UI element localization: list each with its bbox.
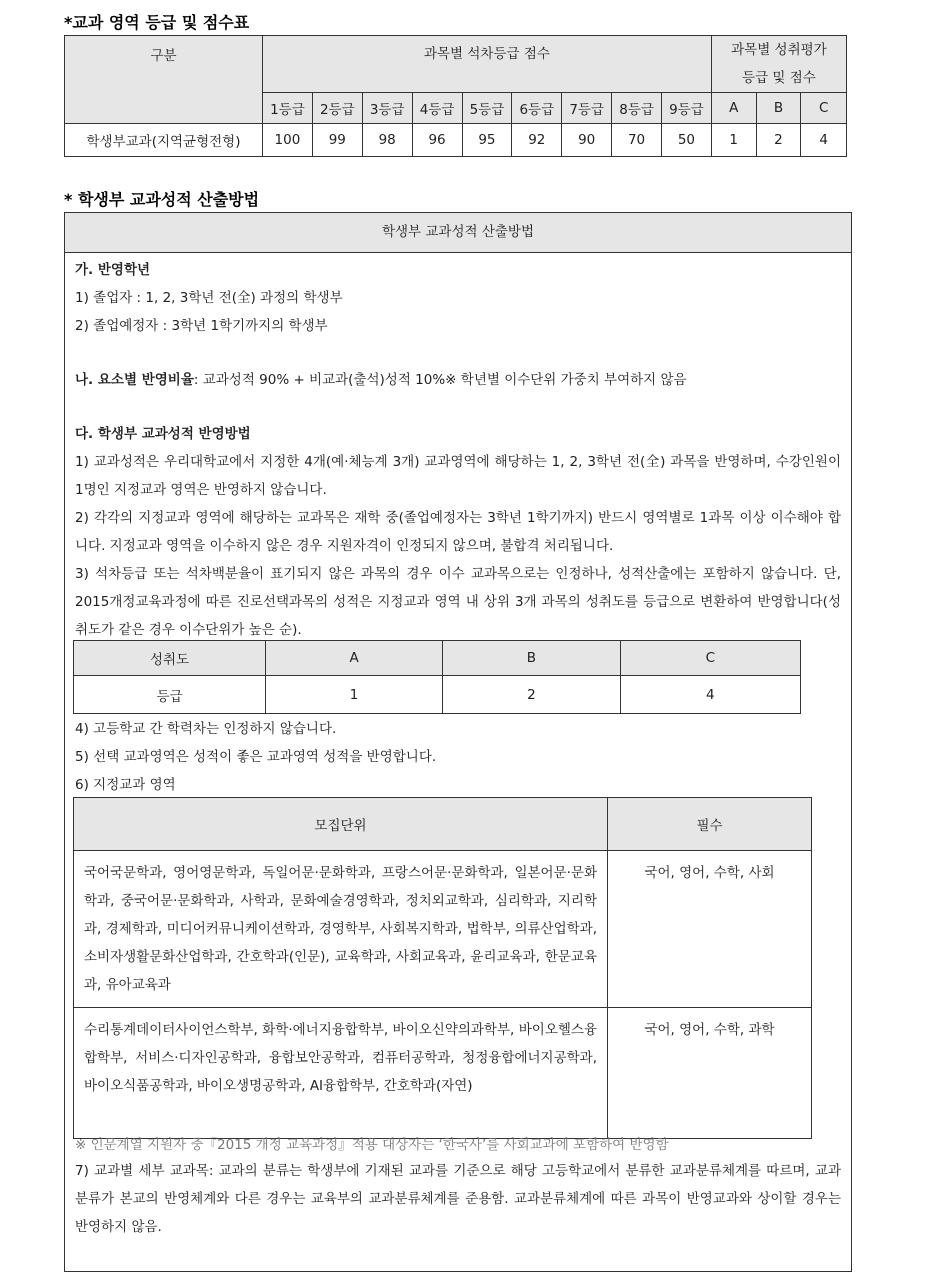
section1-title: *교과 영역 등급 및 점수표 xyxy=(64,13,250,32)
grade-header: 7등급 xyxy=(562,93,612,124)
grade-score: 50 xyxy=(662,124,712,157)
grade-header: 3등급 xyxy=(362,93,412,124)
a2: 2) 졸업예정자 : 3학년 1학기까지의 학생부 xyxy=(75,318,328,334)
ach-h1: A xyxy=(266,641,443,676)
grade-score: 2 xyxy=(756,124,801,157)
grade-header: B xyxy=(756,93,801,124)
grade-header: 4등급 xyxy=(412,93,462,124)
area-req-2: 국어, 영어, 수학, 과학 xyxy=(608,1008,812,1139)
ach-r2: 2 xyxy=(443,676,620,714)
grade-score: 1 xyxy=(711,124,756,157)
area-h1: 필수 xyxy=(608,798,812,851)
grade-header: A xyxy=(711,93,756,124)
area-req-1: 국어, 영어, 수학, 사회 xyxy=(608,851,812,1008)
grade-score: 90 xyxy=(562,124,612,157)
c2: 2) 각각의 지정교과 영역에 해당하는 교과목은 재학 중(졸업예정자는 3학년 1학기까지) 반드시 영역별로 1과목 이상 이수해야 합니다. 지정교과 영역을 이수하지 않은 경우 지원자격이 인정되지 않으며, 불합격 처리됩니다. xyxy=(75,510,841,554)
section2-title: * 학생부 교과성적 산출방법 xyxy=(64,190,260,209)
grade-header: 5등급 xyxy=(462,93,512,124)
method-box xyxy=(64,212,852,1272)
header-achievement: 과목별 성취평가 등급 및 점수 xyxy=(711,36,846,93)
grade-score: 70 xyxy=(612,124,662,157)
method-box-header: 학생부 교과성적 산출방법 xyxy=(65,213,851,253)
ach-r1: 1 xyxy=(266,676,443,714)
grade-score: 100 xyxy=(263,124,313,157)
grade-score: 99 xyxy=(312,124,362,157)
grade-header: 1등급 xyxy=(263,93,313,124)
ach-r3: 4 xyxy=(620,676,800,714)
grade-score: 98 xyxy=(362,124,412,157)
grade-score: 4 xyxy=(801,124,847,157)
c-title: 다. 학생부 교과성적 반영방법 xyxy=(75,426,251,442)
row-label: 학생부교과(지역균형전형) xyxy=(65,124,263,157)
ach-h2: B xyxy=(443,641,620,676)
b-line: 나. 요소별 반영비율: 교과성적 90% + 비교과(출석)성적 10%※ 학년별 이수단위 가중치 부여하지 않음 xyxy=(75,372,687,388)
header-category: 구분 xyxy=(65,36,263,124)
note: ※ 인문계열 지원자 중『2015 개정 교육과정』적용 대상자는 ‘한국사’를 사회교과에 포함하여 반영함 xyxy=(75,1137,669,1153)
grade-score: 95 xyxy=(462,124,512,157)
grade-score: 96 xyxy=(412,124,462,157)
area-units-2: 수리통계데이터사이언스학부, 화학·에너지융합학부, 바이오신약의과학부, 바이오헬스융합학부, 서비스·디자인공학과, 융합보안공학과, 컴퓨터공학과, 청정융합에너지공학과, 바이오식품공학과, 바이오생명공학과, AI융합학부, 간호학과(자연) xyxy=(74,1008,608,1139)
a1: 1) 졸업자 : 1, 2, 3학년 전(全) 과정의 학생부 xyxy=(75,290,343,306)
grade-header: 6등급 xyxy=(512,93,562,124)
c4: 4) 고등학교 간 학력차는 인정하지 않습니다. xyxy=(75,721,337,737)
ach-r0: 등급 xyxy=(74,676,266,714)
grade-score: 92 xyxy=(512,124,562,157)
c6: 6) 지정교과 영역 xyxy=(75,777,176,793)
grade-score-table xyxy=(64,35,847,157)
area-units-1: 국어국문학과, 영어영문학과, 독일어문·문화학과, 프랑스어문·문화학과, 일본어문·문화학과, 중국어문·문화학과, 사학과, 문화예술경영학과, 정치외교학과, 심리학과, 지리학과, 경제학과, 미디어커뮤니케이션학과, 경영학부, 사회복지학과, 법학부, 의류산업학과, 소비자생활문화산업학과, 간호학과(인문), 교육학과, 사회교육과, 윤리교육과, 한문교육과, 유아교육과 xyxy=(74,851,608,1008)
ach-h0: 성취도 xyxy=(74,641,266,676)
ach-h3: C xyxy=(620,641,800,676)
grade-header: C xyxy=(801,93,847,124)
c3: 3) 석차등급 또는 석차백분율이 표기되지 않은 과목의 경우 이수 교과목으로는 인정하나, 성적산출에는 포함하지 않습니다. 단, 2015개정교육과정에 따른 진로선택과목의 성적은 지정교과 영역 내 상위 3개 과목의 성취도를 등급으로 변환하여 반영합니다(성취도가 같은 경우 이수단위가 높은 순). xyxy=(75,566,841,638)
c7: 7) 교과별 세부 교과목: 교과의 분류는 학생부에 기재된 교과를 기준으로 해당 고등학교에서 분류한 교과분류체계를 따르며, 교과 분류가 본교의 반영체계와 다른 경우는 교육부의 교과분류체계를 준용함. 교과분류체계에 따른 과목이 반영교과와 상이할 경우는 반영하지 않음. xyxy=(75,1163,841,1235)
header-rank-grade: 과목별 석차등급 점수 xyxy=(263,36,712,93)
grade-header: 2등급 xyxy=(312,93,362,124)
designated-area-table xyxy=(73,797,812,1139)
area-h0: 모집단위 xyxy=(74,798,608,851)
grade-header: 8등급 xyxy=(612,93,662,124)
c5: 5) 선택 교과영역은 성적이 좋은 교과영역 성적을 반영합니다. xyxy=(75,749,437,765)
achievement-table xyxy=(73,640,801,714)
grade-header: 9등급 xyxy=(662,93,712,124)
c1: 1) 교과성적은 우리대학교에서 지정한 4개(예·체능계 3개) 교과영역에 해당하는 1, 2, 3학년 전(全) 과목을 반영하며, 수강인원이 1명인 지정교과 영역은 반영하지 않습니다. xyxy=(75,454,841,498)
a-title: 가. 반영학년 xyxy=(75,262,151,278)
